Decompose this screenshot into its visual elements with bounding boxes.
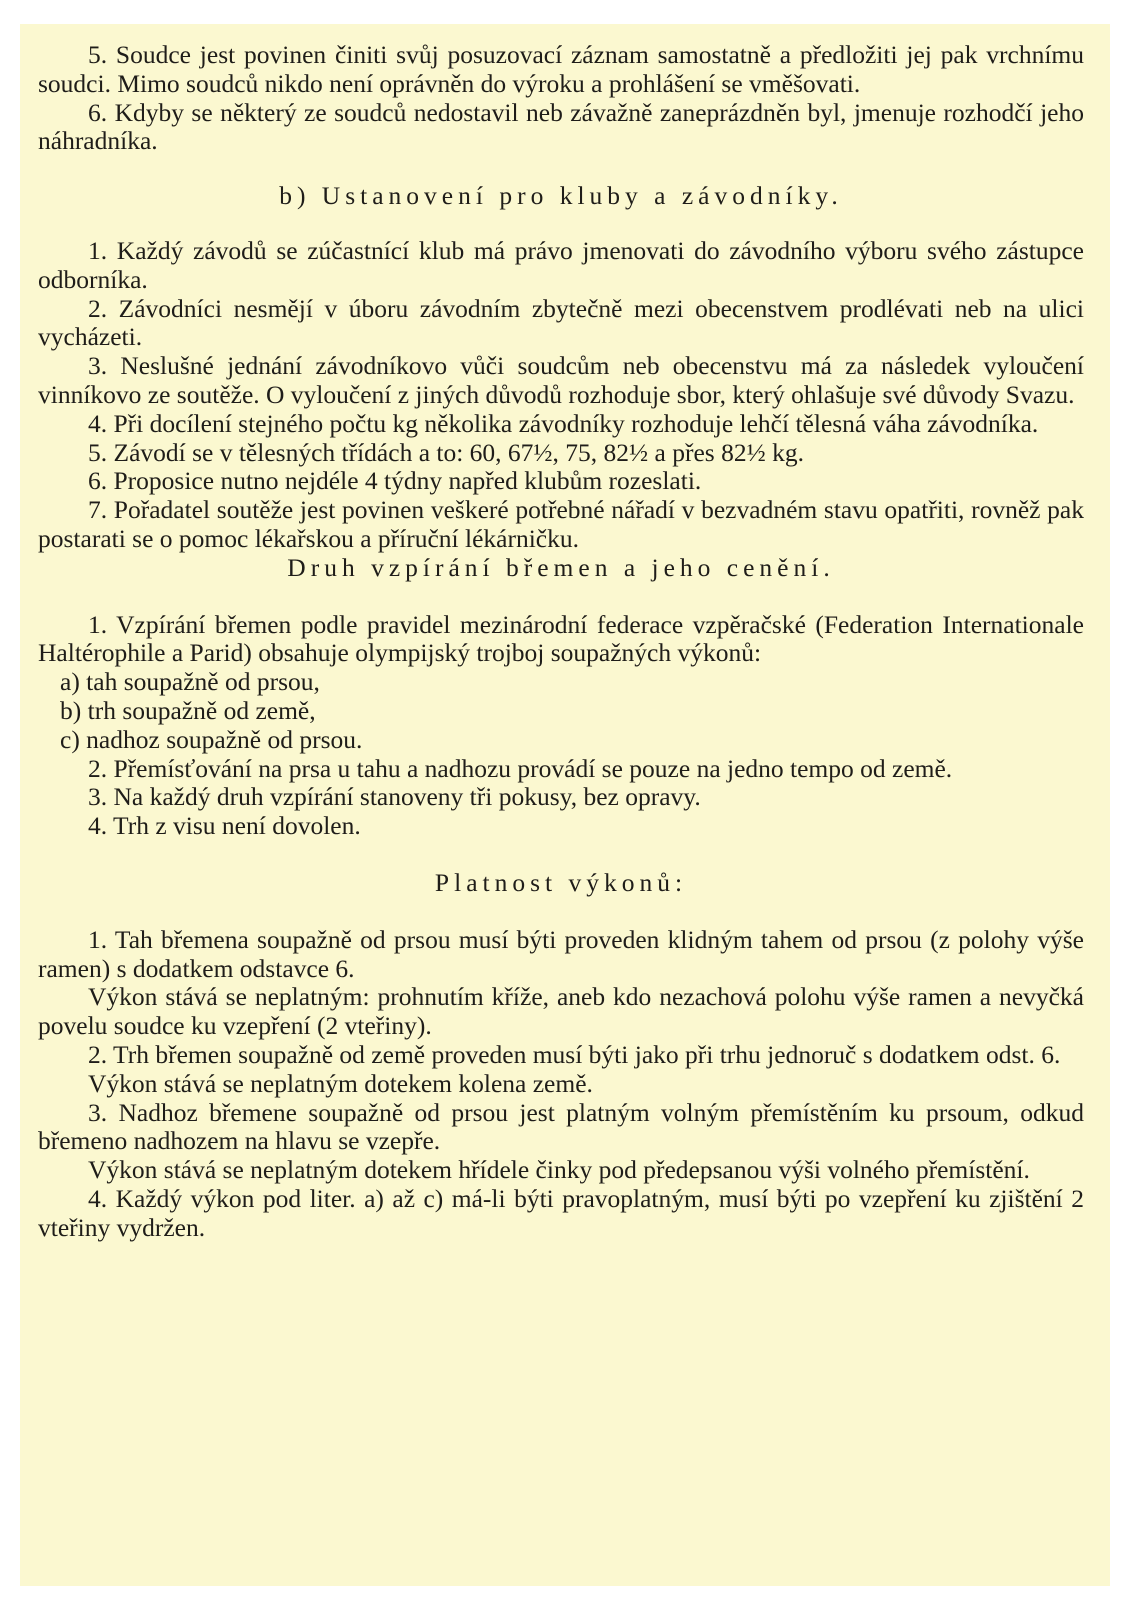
paragraph: 6. Proposice nutno nejdéle 4 týdny napřed klubům rozeslati. (88, 466, 702, 496)
paragraph: 4. Trh z visu není dovolen. (88, 811, 361, 841)
document-body (38, 41, 1084, 1242)
paragraph: 3. Neslušné jednání závodníkovo vůči soudcům neb obecenstvu má za následek vyloučení vinníkovo ze soutěže. O vyloučení z jiných důvodů rozhoduje sbor, který ohlašuje své důvody Svazu. (38, 351, 1084, 409)
paragraph: Výkon stává se neplatným dotekem kolena země. (88, 1068, 593, 1098)
paragraph: 1. Vzpírání břemen podle pravidel mezinárodní federace vzpěračské (Federation Internationale Haltérophile a Parid) obsahuje olympijský trojboj soupažných výkonů: (38, 609, 1084, 668)
paragraph: 4. Při docílení stejného počtu kg několika závodníky rozhoduje lehčí tělesná váha závodníka. (88, 408, 1039, 438)
paragraph: Výkon stává se neplatným: prohnutím kříže, aneb kdo nezachová polohu výše ramen a nevyčká povelu soudce ku vzepření (2 vteřiny). (38, 982, 1084, 1041)
list-item: b) trh soupažně od země, (60, 695, 316, 725)
list-item: c) nadhoz soupažně od prsou. (60, 724, 363, 754)
section-heading: b) Ustanovení pro kluby a závodníky. (279, 181, 843, 211)
paragraph: 7. Pořadatel soutěže jest povinen veškeré potřebné nářadí v bezvadném stavu opatřiti, rovněž pak postarati se o pomoc lékařskou a příruční lékárničku. (38, 495, 1084, 553)
paragraph: 3. Nadhoz břemene soupažně od prsou jest platným volným přemístěním ku prsoum, odkud břemeno nadhozem na hlavu se vzepře. (38, 1097, 1084, 1156)
paragraph: 5. Závodí se v tělesných třídách a to: 60, 67½, 75, 82½ a přes 82½ kg. (88, 437, 804, 467)
paragraph: Výkon stává se neplatným dotekem hřídele činky pod předepsanou výši volného přemístění. (88, 1155, 1030, 1185)
paragraph: 1. Každý závodů se zúčastnící klub má právo jmenovati do závodního výboru svého zástupce odborníka. (38, 235, 1084, 294)
page (20, 24, 1110, 1586)
section-heading: Platnost výkonů: (434, 867, 688, 897)
paragraph: 6. Kdyby se některý ze soudců nedostavil neb závažně zaneprázdněn byl, jmenuje rozhodčí jeho náhradníka. (38, 97, 1084, 156)
paragraph: 3. Na každý druh vzpírání stanoveny tři pokusy, bez opravy. (88, 782, 701, 812)
paragraph: 5. Soudce jest povinen činiti svůj posuzovací záznam samostatně a předložiti jej pak vrchnímu soudci. Mimo soudců nikdo není oprávněn do výroku a prohlášení se vměšovati. (38, 40, 1084, 98)
list (38, 668, 1084, 754)
section-heading: Druh vzpírání břemen a jeho cenění. (287, 552, 835, 582)
paragraph: 2. Závodníci nesmějí v úboru závodním zbytečně mezi obecenstvem prodlévati neb na ulici vycházeti. (38, 293, 1084, 352)
paragraph: 1. Tah břemena soupažně od prsou musí býti proveden klidným tahem od prsou (z polohy výše ramen) s dodatkem odstavce 6. (38, 924, 1084, 983)
paragraph: 2. Trh břemen soupažně od země proveden musí býti jako při trhu jednoruč s dodatkem odst. 6. (88, 1039, 1061, 1069)
paragraph: 2. Přemísťování na prsa u tahu a nadhozu provádí se pouze na jedno tempo od země. (88, 753, 953, 783)
paragraph: 4. Každý výkon pod liter. a) až c) má-li býti pravoplatným, musí býti po vzepření ku zjištění 2 vteřiny vydržen. (38, 1183, 1084, 1242)
list-item: a) tah soupažně od prsou, (60, 667, 320, 697)
